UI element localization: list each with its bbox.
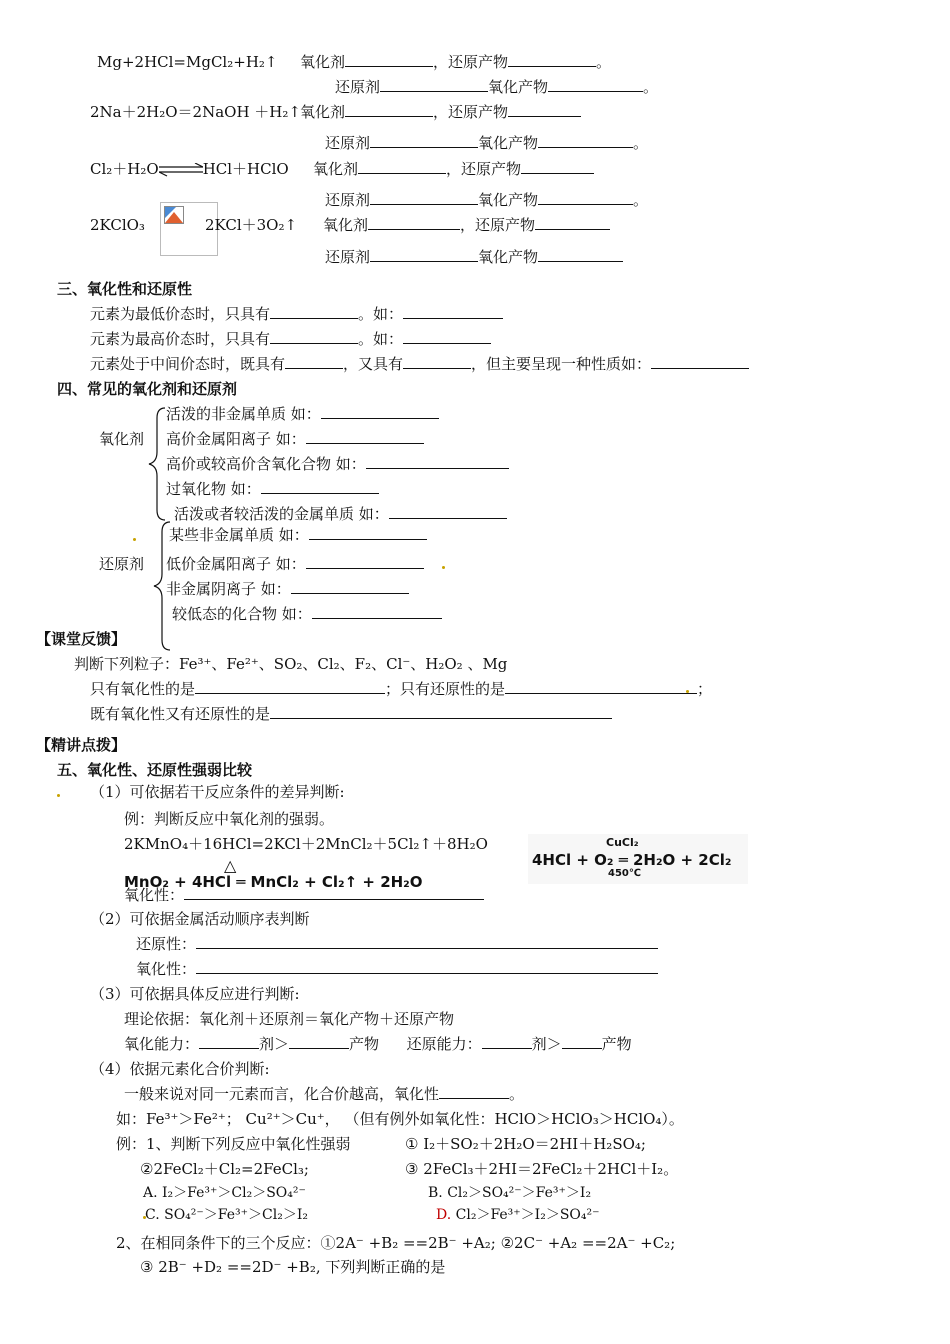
eq3-formula: [90, 159, 289, 179]
option-b[interactable]: B. Cl₂＞SO₄²⁻＞Fe³⁺＞I₂: [428, 1185, 592, 1201]
p2-heading: （2）可依据金属活动顺序表判断: [90, 910, 310, 928]
blank[interactable]: [289, 1034, 349, 1049]
ex1-title: 例：1、判断下列反应中氧化性强弱: [116, 1135, 351, 1153]
feedback-line2: [90, 704, 612, 724]
speck: [57, 794, 60, 797]
text: 一般来说对同一元素而言，化合价越高，氧化性: [124, 1085, 440, 1103]
ex1-reaction-2: ②2FeCl₂＋Cl₂=2FeCl₃;: [140, 1160, 309, 1178]
text: 低价金属阳离子 如：: [166, 555, 306, 573]
equation-text: MnO₂ + 4HCl ═ MnCl₂ + Cl₂↑ + 2H₂O: [124, 873, 423, 891]
text: 高价或较高价含氧化合物 如：: [166, 455, 366, 473]
blank[interactable]: [403, 329, 491, 344]
option-d-text: Cl₂＞Fe³⁺＞I₂＞SO₄²⁻: [451, 1207, 600, 1223]
lecture-title: 【精讲点拨】: [36, 736, 127, 754]
blank[interactable]: [538, 133, 633, 148]
label: 。: [633, 134, 649, 152]
blank[interactable]: [508, 102, 581, 117]
label: 还原剂: [325, 248, 371, 266]
speck: [133, 538, 136, 541]
text: 。如：: [358, 330, 404, 348]
label: 。: [633, 191, 649, 209]
speck: [686, 690, 689, 693]
blank[interactable]: [270, 304, 358, 319]
blank[interactable]: [368, 215, 460, 230]
ex1-reaction-3: ③ 2FeCl₃＋2HI＝2FeCl₂＋2HCl＋I₂。: [405, 1160, 679, 1178]
blank[interactable]: [548, 77, 643, 92]
p4-example: 如：Fe³⁺＞Fe²⁺； Cu²⁺＞Cu⁺， （但有例外如氧化性：HClO＞HClO₃＞HClO₄）。: [116, 1110, 684, 1128]
text: 较低态的化合物 如：: [172, 605, 312, 623]
label: 氧化剂: [313, 160, 359, 178]
p1-heading: （1）可依据若干反应条件的差异判断:: [90, 783, 345, 801]
text: 氧化性：: [124, 886, 185, 904]
label: 氧化剂: [323, 216, 369, 234]
blank[interactable]: [306, 554, 424, 569]
eq2-ox-row: [300, 102, 581, 122]
section-3-title: 三、氧化性和还原性: [57, 280, 193, 298]
option-d-letter: D.: [436, 1207, 452, 1223]
ex2-title: 2、在相同条件下的三个反应：①2A⁻ +B₂ ==2B⁻ +A₂; ②2C⁻ +A₂ ==2A⁻ +C₂;: [116, 1234, 676, 1252]
blank[interactable]: [270, 704, 612, 719]
eq1-ox-row: [300, 52, 611, 72]
option-d[interactable]: [436, 1205, 600, 1225]
image-placeholder-icon: [164, 206, 184, 224]
eq4-formula-left: 2KClO₃: [90, 216, 145, 234]
oxidant-item-3: [166, 454, 509, 474]
blank[interactable]: [651, 354, 749, 369]
text: 产物: [601, 1035, 632, 1053]
text: 过氧化物 如：: [166, 480, 261, 498]
feedback-intro: 判断下列粒子：Fe³⁺、Fe²⁺、SO₂、Cl₂、F₂、Cl⁻、H₂O₂ 、Mg: [74, 655, 508, 673]
blank[interactable]: [366, 454, 509, 469]
p1-example: 例：判断反应中氧化剂的强弱。: [124, 810, 335, 828]
speck: [442, 566, 445, 569]
label: 氧化产物: [478, 191, 539, 209]
text: 元素为最高价态时，只具有: [90, 330, 271, 348]
p4-heading: （4）依据元素化合价判断:: [90, 1060, 270, 1078]
text: 剂＞: [531, 1035, 562, 1053]
eq3-ox-row: [313, 159, 594, 179]
blank[interactable]: [285, 354, 343, 369]
label: ，还原产物: [446, 160, 522, 178]
blank[interactable]: [270, 329, 358, 344]
label: ，还原产物: [433, 53, 509, 71]
text: 高价金属阳离子 如：: [166, 430, 306, 448]
eq1-red-row: [335, 77, 658, 97]
reductant-item-3: [166, 579, 409, 599]
eq2-formula: 2Na＋2H₂O＝2NaOH ＋H₂↑: [90, 103, 301, 121]
oxidant-item-1: [166, 404, 439, 424]
section-4-title: 四、常见的氧化剂和还原剂: [57, 380, 238, 398]
oxidant-label: 氧化剂: [99, 430, 145, 448]
blank[interactable]: [306, 429, 424, 444]
blank[interactable]: [389, 504, 507, 519]
sec3-line3: [90, 354, 749, 374]
blank[interactable]: [345, 102, 433, 117]
blank[interactable]: [196, 959, 658, 974]
oxidant-item-5: [174, 504, 507, 524]
p4-general: [124, 1084, 524, 1104]
reductant-item-1: [169, 525, 427, 545]
text: 既有氧化性又有还原性的是: [90, 705, 271, 723]
p3-heading: （3）可依据具体反应进行判断:: [90, 985, 300, 1003]
text: 。如：: [358, 305, 404, 323]
ex2-line2: ③ 2B⁻ +D₂ ==2D⁻ +B₂, 下列判断正确的是: [140, 1258, 446, 1276]
p2-red-row: [136, 934, 658, 954]
temperature: 450℃: [608, 868, 641, 879]
option-a[interactable]: A. I₂＞Fe³⁺＞Cl₂＞SO₄²⁻: [143, 1185, 306, 1201]
label: 。: [643, 78, 659, 96]
formula-left: Cl₂＋H₂O: [90, 160, 159, 178]
blank[interactable]: [195, 679, 385, 694]
reversible-arrow-icon: [159, 163, 203, 177]
blank[interactable]: [538, 190, 633, 205]
text: 活泼的非金属单质 如：: [166, 405, 321, 423]
formula-right: HCl＋HClO: [202, 160, 289, 178]
blank[interactable]: [562, 1034, 602, 1049]
label: 氧化剂: [300, 103, 346, 121]
label: 。: [596, 53, 612, 71]
text: ；只有还原性的是: [385, 680, 506, 698]
eq4-ox-row: [323, 215, 610, 235]
text: ，又具有: [343, 355, 404, 373]
eq1-formula: Mg+2HCl=MgCl₂+H₂↑: [97, 53, 278, 71]
blank[interactable]: [261, 479, 379, 494]
blank[interactable]: [312, 604, 442, 619]
text: 只有氧化性的是: [90, 680, 196, 698]
text: 。: [509, 1085, 525, 1103]
sec3-line1: [90, 304, 503, 324]
blank[interactable]: [358, 159, 446, 174]
text: ，但主要呈现一种性质如：: [471, 355, 652, 373]
blank[interactable]: [439, 1084, 509, 1099]
feedback-line1: [90, 679, 712, 699]
text: ；: [697, 680, 713, 698]
equation-text: 4HCl + O₂ ═ 2H₂O + 2Cl₂: [532, 851, 732, 869]
text: 氧化能力：: [124, 1035, 200, 1053]
label: 氧化产物: [478, 248, 539, 266]
label: 还原剂: [325, 134, 371, 152]
blank[interactable]: [403, 354, 471, 369]
text: 非金属阴离子 如：: [166, 580, 291, 598]
oxidant-item-2: [166, 429, 424, 449]
blank[interactable]: [370, 247, 478, 262]
label: 氧化剂: [300, 53, 346, 71]
p1-equation-1: 2KMnO₄＋16HCl=2KCl＋2MnCl₂＋5Cl₂↑＋8H₂O: [124, 835, 488, 853]
blank[interactable]: [380, 77, 488, 92]
label: 还原剂: [325, 191, 371, 209]
blank[interactable]: [482, 1034, 532, 1049]
text: 元素处于中间价态时，既具有: [90, 355, 286, 373]
text: 氧化性：: [136, 960, 197, 978]
blank[interactable]: [321, 404, 439, 419]
blank[interactable]: [370, 133, 478, 148]
condition: △: [224, 856, 237, 875]
oxidant-item-4: [166, 479, 379, 499]
feedback-title: 【课堂反馈】: [36, 630, 127, 648]
text: 产物: [349, 1035, 380, 1053]
text: 还原性：: [136, 935, 197, 953]
blank[interactable]: [403, 304, 503, 319]
blank[interactable]: [538, 247, 623, 262]
ex1-reaction-1: ① I₂＋SO₂＋2H₂O＝2HI＋H₂SO₄;: [405, 1135, 646, 1153]
catalyst: CuCl₂: [606, 836, 639, 849]
option-c[interactable]: C. SO₄²⁻＞Fe³⁺＞Cl₂＞I₂: [145, 1207, 308, 1223]
blank[interactable]: [345, 52, 433, 67]
p1-equation-3: [528, 834, 748, 884]
text: 剂＞: [259, 1035, 290, 1053]
text: 活泼或者较活泼的金属单质 如：: [174, 505, 389, 523]
p3-ability-row: [124, 1034, 632, 1054]
text: 元素为最低价态时，只具有: [90, 305, 271, 323]
blank[interactable]: [535, 215, 610, 230]
blank[interactable]: [505, 679, 697, 694]
sec3-line2: [90, 329, 491, 349]
blank[interactable]: [309, 525, 427, 540]
label: ，还原产物: [433, 103, 509, 121]
eq4-red-row: [325, 247, 623, 267]
text: 某些非金属单质 如：: [169, 526, 309, 544]
p1-ox-row: [124, 885, 484, 905]
blank[interactable]: [521, 159, 594, 174]
oxidant-brace-icon: [147, 406, 167, 522]
label: 氧化产物: [478, 134, 539, 152]
blank[interactable]: [184, 885, 484, 900]
eq4-formula-right: 2KCl＋3O₂↑: [205, 216, 298, 234]
label: 氧化产物: [488, 78, 549, 96]
blank[interactable]: [508, 52, 596, 67]
blank[interactable]: [196, 934, 658, 949]
blank[interactable]: [199, 1034, 259, 1049]
reductant-label: 还原剂: [99, 555, 145, 573]
blank[interactable]: [370, 190, 478, 205]
p3-theory: 理论依据：氧化剂＋还原剂＝氧化产物＋还原产物: [124, 1010, 455, 1028]
reductant-item-4: [172, 604, 442, 624]
text: 还原能力：: [406, 1035, 482, 1053]
p2-ox-row: [136, 959, 658, 979]
label: 还原剂: [335, 78, 381, 96]
eq2-red-row: [325, 133, 648, 153]
reductant-item-2: [166, 554, 424, 574]
blank[interactable]: [291, 579, 409, 594]
label: ，还原产物: [460, 216, 536, 234]
section-5-title: 五、氧化性、还原性强弱比较: [57, 761, 253, 779]
eq3-red-row: [325, 190, 648, 210]
